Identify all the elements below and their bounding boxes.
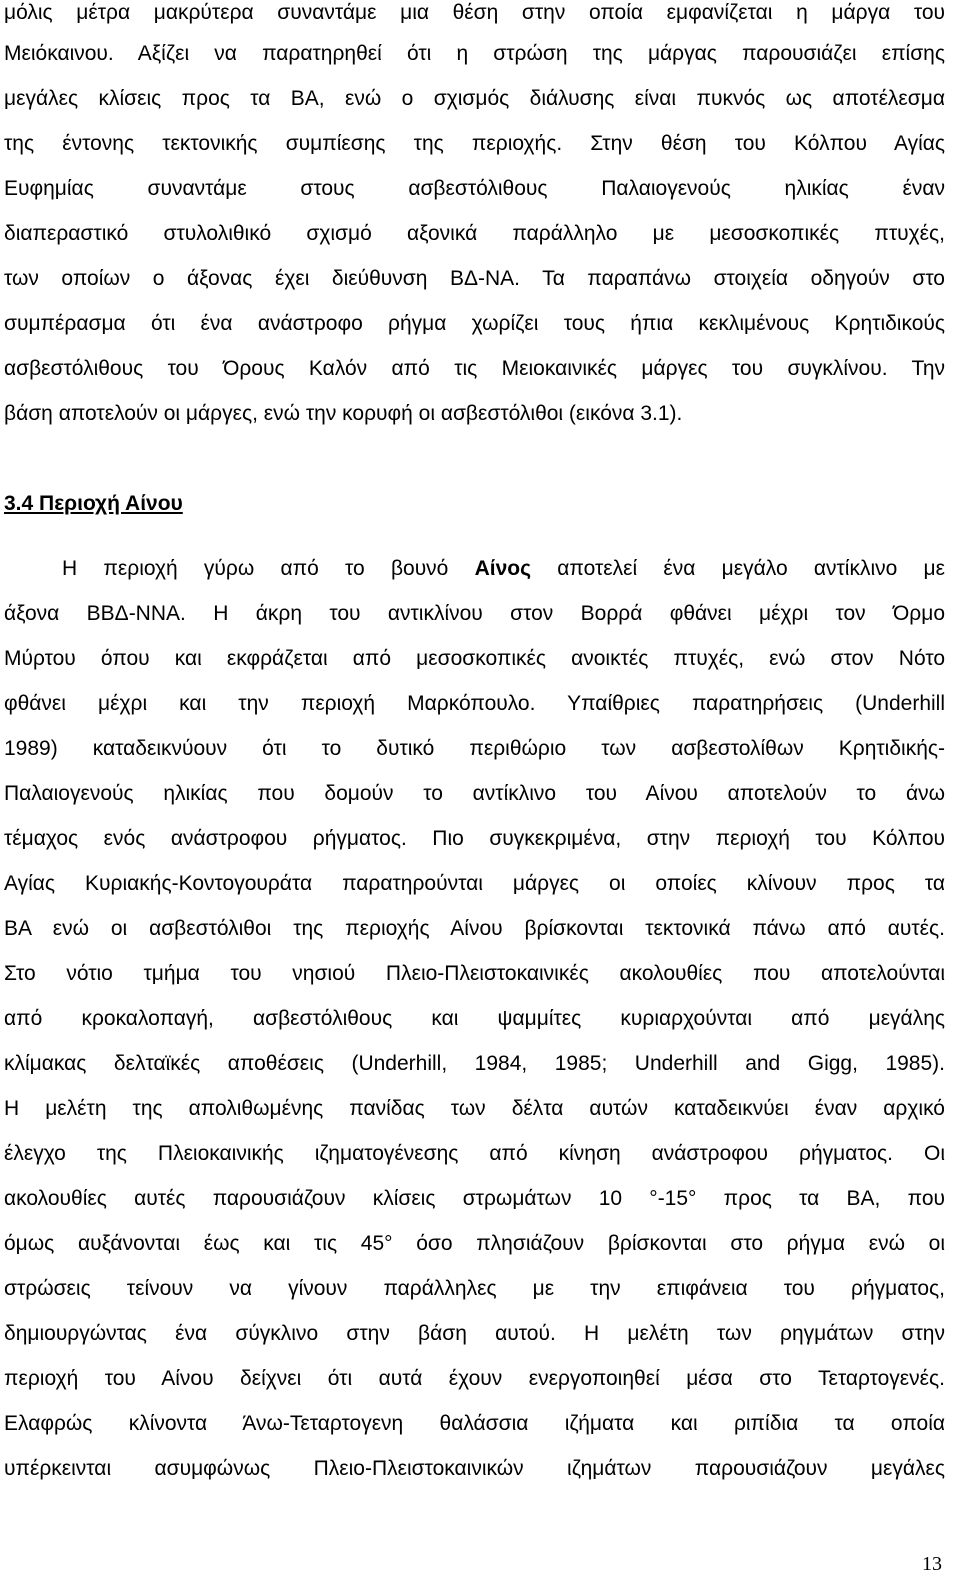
paragraph-2-line-10: Στο νότιο τμήμα του νησιού Πλειο-Πλειστοκαινικές ακολουθίες που αποτελούνται	[4, 962, 945, 985]
paragraph-2-line-6: Παλαιογενούς ηλικίας που δομούν το αντίκλινο του Αίνου αποτελούν το άνω	[4, 782, 945, 805]
paragraph-2-line-1	[62, 555, 945, 583]
bold-term-ainos: Αίνος	[474, 557, 532, 580]
paragraph-1-line-4: της έντονης τεκτονικής συμπίεσης της περιοχής. Στην θέση του Κόλπου Αγίας	[4, 132, 945, 155]
paragraph-2-line-9: ΒΑ ενώ οι ασβεστόλιθοι της περιοχής Αίνου βρίσκονται τεκτονικά πάνω από αυτές.	[4, 917, 945, 940]
paragraph-1-line-2: Μειόκαινου. Αξίζει να παρατηρηθεί ότι η στρώση της μάργας παρουσιάζει επίσης	[4, 42, 945, 65]
paragraph-2-line-12: κλίμακας δελταϊκές αποθέσεις (Underhill, 1984, 1985; Underhill and Gigg, 1985).	[4, 1052, 945, 1075]
paragraph-1-line-5: Ευφημίας συναντάμε στους ασβεστόλιθους Παλαιογενούς ηλικίας έναν	[4, 177, 945, 200]
paragraph-2-line-1-after: αποτελεί ένα μεγάλο αντίκλινο με	[531, 557, 946, 580]
paragraph-2-line-13: Η μελέτη της απολιθωμένης πανίδας των δέλτα αυτών καταδεικνύει έναν αρχικό	[4, 1097, 945, 1120]
paragraph-2-line-15: ακολουθίες αυτές παρουσιάζουν κλίσεις στρωμάτων 10 °-15° προς τα ΒΑ, που	[4, 1187, 945, 1210]
paragraph-2-line-8: Αγίας Κυριακής-Κοντογουράτα παρατηρούνται μάργες οι οποίες κλίνουν προς τα	[4, 872, 945, 895]
paragraph-2-line-14: έλεγχο της Πλειοκαινικής ιζηματογένεσης από κίνηση ανάστροφου ρήγματος. Οι	[4, 1142, 945, 1165]
paragraph-1-line-1: μόλις μέτρα μακρύτερα συναντάμε μια θέση στην οποία εμφανίζεται η μάργα του	[4, 1, 945, 24]
paragraph-1-line-7: των οποίων ο άξονας έχει διεύθυνση ΒΔ-ΝΑ. Τα παραπάνω στοιχεία οδηγούν στο	[4, 267, 945, 290]
section-heading: 3.4 Περιοχή Αίνου	[4, 492, 183, 515]
paragraph-1-line-8: συμπέρασμα ότι ένα ανάστροφο ρήγμα χωρίζει τους ήπια κεκλιμένους Κρητιδικούς	[4, 312, 945, 335]
paragraph-2-line-7: τέμαχος ενός ανάστροφου ρήγματος. Πιο συγκεκριμένα, στην περιοχή του Κόλπου	[4, 827, 945, 850]
paragraph-1-line-10: βάση αποτελούν οι μάργες, ενώ την κορυφή οι ασβεστόλιθοι (εικόνα 3.1).	[4, 402, 683, 425]
paragraph-2-line-1-before: Η περιοχή γύρω από το βουνό	[62, 557, 475, 580]
paragraph-1-line-3: μεγάλες κλίσεις προς τα ΒΑ, ενώ ο σχισμός διάλυσης είναι πυκνός ως αποτέλεσμα	[4, 87, 945, 110]
paragraph-2-line-2: άξονα ΒΒΔ-ΝΝΑ. Η άκρη του αντικλίνου στον Βορρά φθάνει μέχρι τον Όρμο	[4, 602, 945, 625]
paragraph-2-line-20: Ελαφρώς κλίνοντα Άνω-Τεταρτογενη θαλάσσια ιζήματα και ριπίδια τα οποία	[4, 1412, 945, 1435]
paragraph-1-line-9: ασβεστόλιθους του Όρους Καλόν από τις Μειοκαινικές μάργες του συγκλίνου. Την	[4, 357, 945, 380]
paragraph-2-line-3: Μύρτου όπου και εκφράζεται από μεσοσκοπικές ανοικτές πτυχές, ενώ στον Νότο	[4, 647, 945, 670]
paragraph-2-line-16: όμως αυξάνονται έως και τις 45° όσο πλησιάζουν βρίσκονται στο ρήγμα ενώ οι	[4, 1232, 945, 1255]
paragraph-1-line-6: διαπεραστικό στυλολιθικό σχισμό αξονικά παράλληλο με μεσοσκοπικές πτυχές,	[4, 222, 945, 245]
page-number: 13	[922, 1553, 942, 1575]
paragraph-2-line-19: περιοχή του Αίνου δείχνει ότι αυτά έχουν ενεργοποιηθεί μέσα στο Τεταρτογενές.	[4, 1367, 945, 1390]
paragraph-2-line-11: από κροκαλοπαγή, ασβεστόλιθους και ψαμμίτες κυριαρχούνται από μεγάλης	[4, 1007, 945, 1030]
paragraph-2-line-21: υπέρκεινται ασυμφώνως Πλειο-Πλειστοκαινικών ιζημάτων παρουσιάζουν μεγάλες	[4, 1457, 945, 1480]
paragraph-2-line-5: 1989) καταδεικνύουν ότι το δυτικό περιθώριο των ασβεστολίθων Κρητιδικής-	[4, 737, 945, 760]
paragraph-2-line-18: δημιουργώντας ένα σύγκλινο στην βάση αυτού. Η μελέτη των ρηγμάτων στην	[4, 1322, 945, 1345]
paragraph-2-line-4: φθάνει μέχρι και την περιοχή Μαρκόπουλο. Υπαίθριες παρατηρήσεις (Underhill	[4, 692, 945, 715]
paragraph-2-line-17: στρώσεις τείνουν να γίνουν παράλληλες με την επιφάνεια του ρήγματος,	[4, 1277, 945, 1300]
